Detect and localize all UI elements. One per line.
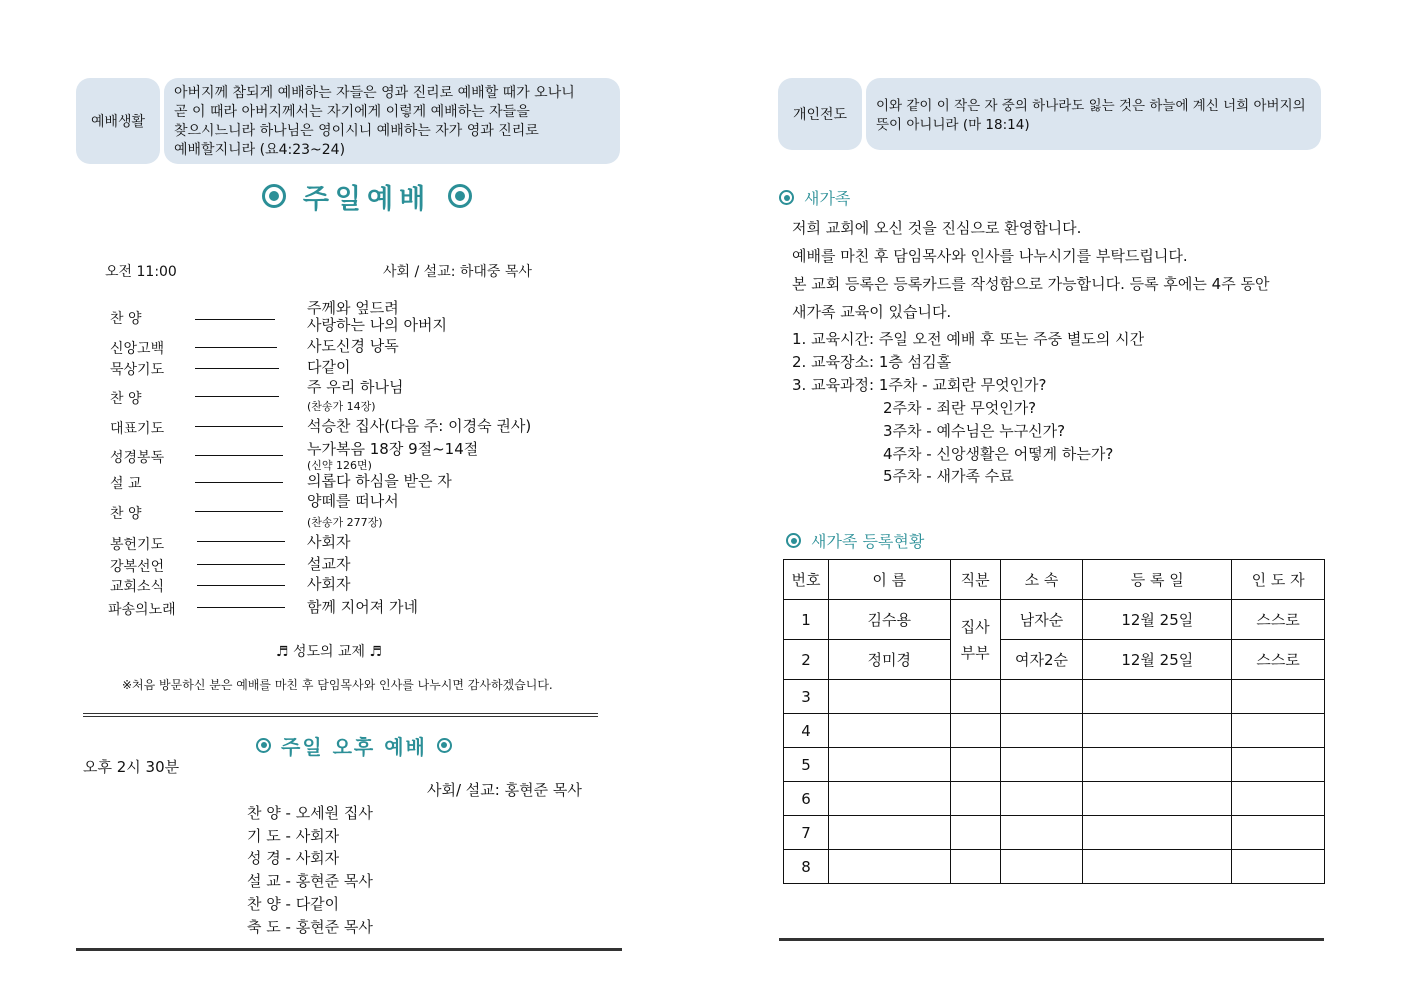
afternoon-order-item: 찬 양 - 오세원 집사 (247, 804, 373, 822)
header-number: 번호 (784, 560, 829, 600)
order-divider (197, 607, 285, 608)
header-date: 등 록 일 (1083, 560, 1232, 600)
worship-leader: 사회 / 설교: 하대중 목사 (383, 264, 532, 280)
order-note: (신약 126면) (307, 459, 372, 472)
order-label: 봉헌기도 (110, 537, 165, 553)
order-value: 다같이 (307, 358, 351, 376)
table-row (784, 748, 1325, 782)
order-divider (195, 511, 283, 512)
order-label: 신앙고백 (110, 341, 165, 357)
education-course: 5주차 - 새가족 수료 (883, 467, 1014, 485)
worship-quote-line: 곧 이 때라 아버지께서는 자기에게 이렇게 예배하는 자들을 (174, 104, 530, 120)
table-row (784, 640, 1325, 680)
cell-number: 3 (784, 680, 829, 714)
cell-empty (1083, 748, 1232, 782)
cell-empty (1000, 850, 1083, 884)
order-value: 사랑하는 나의 아버지 (307, 316, 447, 334)
cell-empty (828, 782, 950, 816)
cell-department: 남자순 (1000, 600, 1083, 640)
new-family-text: 새가족 교육이 있습니다. (792, 303, 952, 321)
header-position: 직분 (950, 560, 1000, 600)
evangelism-tag-label: 개인전도 (792, 107, 848, 123)
fellowship-note: ♬ 성도의 교제 ♬ (276, 644, 383, 660)
afternoon-time: 오후 2시 30분 (83, 758, 180, 776)
worship-tag-label: 예배생활 (90, 114, 146, 130)
target-bullet-icon (256, 738, 271, 753)
cell-guide: 스스로 (1232, 600, 1325, 640)
afternoon-order-item: 기 도 - 사회자 (247, 827, 340, 845)
education-course: 4주차 - 신앙생활은 어떻게 하는가? (883, 445, 1114, 463)
evangelism-quote-line: 이와 같이 이 작은 자 중의 하나라도 잃는 것은 하늘에 계신 너희 아버지의 (876, 98, 1306, 114)
target-bullet-icon (779, 190, 794, 205)
order-divider (195, 482, 283, 483)
cell-empty (1083, 850, 1232, 884)
order-label: 대표기도 (110, 421, 165, 437)
cell-number: 6 (784, 782, 829, 816)
table-header-row (784, 560, 1325, 600)
order-label: 강복선언 (110, 559, 165, 575)
order-value: 설교자 (307, 555, 351, 573)
cell-empty (950, 680, 1000, 714)
evangelism-quote-line: 뜻이 아니니라 (마 18:14) (876, 117, 1030, 133)
cell-empty (828, 748, 950, 782)
new-family-heading (779, 186, 850, 209)
cell-number: 8 (784, 850, 829, 884)
cell-empty (1083, 714, 1232, 748)
order-divider (195, 347, 277, 348)
page-bottom-rule (779, 938, 1324, 941)
registration-heading-text: 새가족 등록현황 (811, 532, 925, 551)
order-label: 성경봉독 (110, 450, 165, 466)
target-bullet-icon (262, 184, 286, 208)
cell-empty (828, 680, 950, 714)
order-value: 누가복음 18장 9절~14절 (307, 440, 479, 458)
afternoon-order-item: 설 교 - 홍현준 목사 (247, 872, 373, 890)
education-course: 3주차 - 예수님은 누구신가? (883, 422, 1066, 440)
afternoon-order-item: 성 경 - 사회자 (247, 849, 340, 867)
cell-empty (1232, 850, 1325, 884)
cell-empty (1232, 714, 1325, 748)
order-value: 사회자 (307, 533, 351, 551)
cell-name: 정미경 (828, 640, 950, 680)
cell-empty (1232, 680, 1325, 714)
order-label: 파송의노래 (108, 602, 176, 618)
new-family-heading-text: 새가족 (804, 189, 851, 208)
cell-empty (1083, 782, 1232, 816)
table-row (784, 714, 1325, 748)
cell-empty (950, 748, 1000, 782)
cell-name: 김수용 (828, 600, 950, 640)
cell-empty (1000, 714, 1083, 748)
order-divider (195, 319, 275, 320)
position-line: 집사 (960, 617, 990, 636)
target-bullet-icon (437, 738, 452, 753)
target-bullet-icon (786, 533, 801, 548)
order-label: 찬 양 (110, 391, 142, 407)
cell-number: 1 (784, 600, 829, 640)
afternoon-order-item: 축 도 - 홍현준 목사 (247, 918, 373, 936)
education-line: 3. 교육과정: 1주차 - 교회란 무엇인가? (792, 376, 1047, 394)
cell-empty (950, 850, 1000, 884)
sunday-worship-title (262, 176, 472, 216)
table-row (784, 782, 1325, 816)
registration-table (783, 559, 1325, 884)
cell-empty (1083, 816, 1232, 850)
order-divider (195, 426, 283, 427)
section-divider (83, 713, 598, 714)
cell-date: 12월 25일 (1083, 640, 1232, 680)
order-value: 주 우리 하나님 (307, 378, 404, 396)
cell-number: 4 (784, 714, 829, 748)
order-note: (찬송가 277장) (307, 516, 383, 529)
cell-number: 7 (784, 816, 829, 850)
order-label: 설 교 (110, 476, 142, 492)
order-divider (195, 455, 283, 456)
cell-empty (950, 714, 1000, 748)
header-name: 이 름 (828, 560, 950, 600)
order-value: 사회자 (307, 575, 351, 593)
worship-quote-line: 아버지께 참되게 예배하는 자들은 영과 진리로 예배할 때가 오나니 (174, 85, 575, 101)
evangelism-tag (778, 78, 862, 150)
header-guide: 인 도 자 (1232, 560, 1325, 600)
order-divider (197, 541, 285, 542)
order-label: 찬 양 (110, 311, 142, 327)
education-line: 2. 교육장소: 1층 섬김홀 (792, 353, 952, 371)
order-label: 묵상기도 (110, 362, 165, 378)
sunday-worship-title-text: 주일예배 (302, 183, 432, 215)
cell-empty (1232, 782, 1325, 816)
cell-empty (1000, 748, 1083, 782)
visitor-note: ※처음 방문하신 분은 예배를 마친 후 담임목사와 인사를 나누시면 감사하겠습니다. (122, 678, 553, 692)
cell-empty (1232, 748, 1325, 782)
position-line: 부부 (960, 643, 990, 662)
afternoon-order-item: 찬 양 - 다같이 (247, 895, 340, 913)
cell-empty (1000, 782, 1083, 816)
afternoon-worship-title-text: 주일 오후 예배 (281, 734, 427, 759)
cell-department: 여자2순 (1000, 640, 1083, 680)
target-bullet-icon (448, 184, 472, 208)
cell-empty (828, 816, 950, 850)
cell-empty (1232, 816, 1325, 850)
worship-quote-line: 찾으시느니라 하나님은 영이시니 예배하는 자가 영과 진리로 (174, 123, 539, 139)
order-note: (찬송가 14장) (307, 400, 376, 413)
worship-quote-line: 예배할지니라 (요4:23~24) (174, 142, 346, 158)
section-divider (83, 716, 598, 717)
order-label: 찬 양 (110, 506, 142, 522)
table-row (784, 600, 1325, 640)
afternoon-worship-title (256, 730, 452, 760)
order-value: 함께 지어져 가네 (307, 598, 418, 616)
cell-empty (828, 714, 950, 748)
order-divider (195, 396, 279, 397)
order-value: 의롭다 하심을 받은 자 (307, 472, 452, 490)
page-bottom-rule (76, 948, 622, 951)
order-value: 주께와 엎드려 (307, 299, 399, 317)
new-family-text: 예배를 마친 후 담임목사와 인사를 나누시기를 부탁드립니다. (792, 247, 1188, 265)
registration-heading (786, 529, 924, 552)
new-family-text: 본 교회 등록은 등록카드를 작성함으로 가능합니다. 등록 후에는 4주 동안 (792, 275, 1270, 293)
worship-quote (164, 78, 620, 164)
order-divider (197, 585, 285, 586)
cell-guide: 스스로 (1232, 640, 1325, 680)
cell-position (950, 600, 1000, 680)
education-line: 1. 교육시간: 주일 오전 예배 후 또는 주중 별도의 시간 (792, 330, 1145, 348)
order-value: 사도신경 낭독 (307, 337, 399, 355)
order-divider (195, 368, 279, 369)
table-row (784, 816, 1325, 850)
cell-empty (950, 782, 1000, 816)
table-row (784, 680, 1325, 714)
order-value: 석승찬 집사(다음 주: 이경숙 권사) (307, 417, 532, 435)
order-label: 교회소식 (110, 579, 165, 595)
afternoon-leader: 사회/ 설교: 홍현준 목사 (427, 781, 582, 799)
cell-empty (828, 850, 950, 884)
cell-empty (1000, 680, 1083, 714)
worship-time: 오전 11:00 (105, 264, 177, 280)
cell-date: 12월 25일 (1083, 600, 1232, 640)
cell-empty (1000, 816, 1083, 850)
evangelism-quote (866, 78, 1321, 150)
cell-number: 2 (784, 640, 829, 680)
new-family-text: 저희 교회에 오신 것을 진심으로 환영합니다. (792, 219, 1082, 237)
header-department: 소 속 (1000, 560, 1083, 600)
table-row (784, 850, 1325, 884)
order-value: 양떼를 떠나서 (307, 492, 399, 510)
education-course: 2주차 - 죄란 무엇인가? (883, 399, 1037, 417)
cell-number: 5 (784, 748, 829, 782)
worship-tag (76, 78, 160, 164)
cell-empty (950, 816, 1000, 850)
order-divider (197, 564, 285, 565)
cell-empty (1083, 680, 1232, 714)
